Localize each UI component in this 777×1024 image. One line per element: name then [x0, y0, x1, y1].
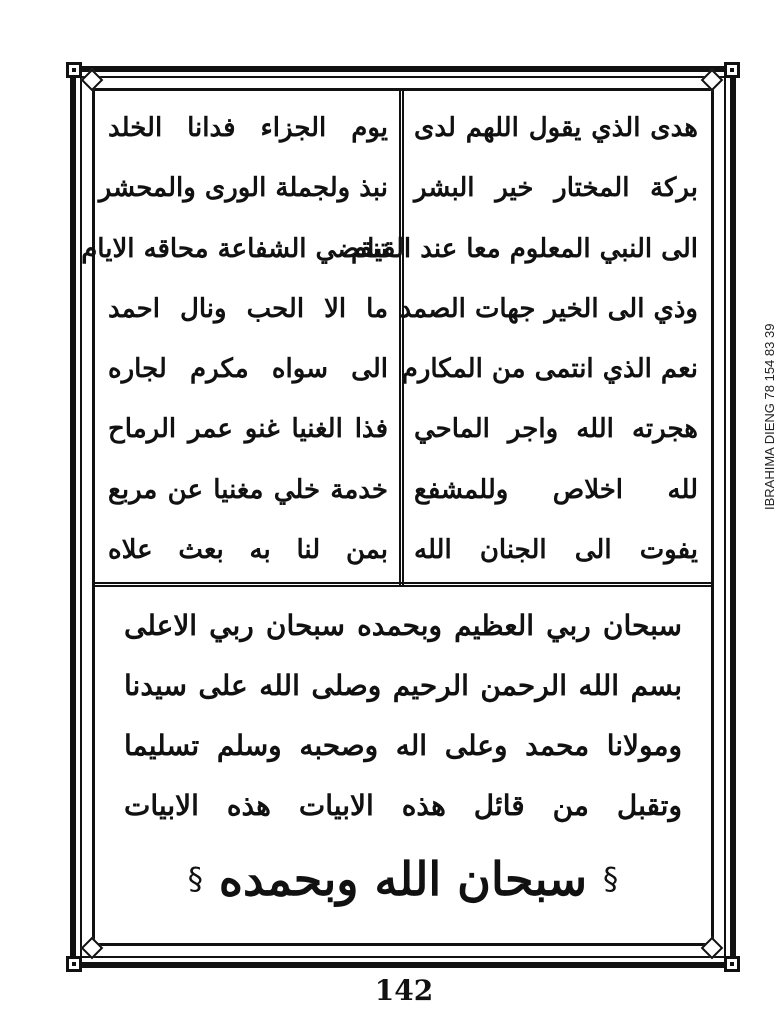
closing-phrase-row — [100, 844, 706, 914]
column-divider — [399, 91, 404, 586]
verse-column-right — [350, 100, 706, 578]
corner-ornament-top-right — [724, 62, 740, 78]
ornament-icon: § — [603, 861, 619, 897]
verse-line: ما الا الحب ونال احمد — [108, 293, 388, 324]
verse-line: فذا الغنيا غنو عمر الرماح — [108, 414, 388, 445]
verse-line: هدى الذي يقول اللهم لدى — [414, 113, 698, 143]
verse-line: خدمة خلي مغنيا عن مربع — [108, 474, 388, 505]
verse-line: الى سواه مكرم لجاره — [108, 354, 388, 385]
closing-prayer-section — [100, 596, 706, 936]
verse-line: وذي الى الخير جهات الصمد — [399, 293, 698, 324]
corner-ornament-top-left — [66, 62, 82, 78]
closing-phrase: سبحان الله وبحمده — [218, 852, 588, 906]
prose-line: وتقبل من قائل هذه الابيات هذه الابيات — [124, 789, 682, 822]
verse-line: بمن لنا به بعث علاه — [108, 534, 388, 565]
verse-line: هجرته الله واجر الماحي — [414, 414, 698, 445]
verse-line: تنقضي الشفاعة محاقه الايام — [81, 233, 388, 264]
side-note: IBRAHIMA DIENG 78 154 83 39 — [762, 323, 777, 510]
corner-ornament-bottom-left — [66, 956, 82, 972]
page-number: 142 — [374, 974, 434, 1007]
verse-line: الى النبي المعلوم معا عند القيام — [350, 233, 698, 264]
verse-line: يوم الجزاء فدانا الخلد — [108, 113, 388, 143]
prose-line: سبحان ربي العظيم وبحمده سبحان ربي الاعلى — [124, 609, 682, 642]
ornament-icon: § — [187, 861, 203, 897]
prose-line: ومولانا محمد وعلى اله وصحبه وسلم تسليما — [124, 729, 682, 762]
verse-line: بركة المختار خير البشر — [414, 173, 698, 204]
verse-line: نعم الذي انتمى من المكارم — [401, 354, 698, 385]
verse-column-left — [81, 100, 396, 578]
verse-line: يفوت الى الجنان الله — [414, 534, 698, 565]
verse-line: لله اخلاص وللمشفع — [414, 474, 698, 505]
section-divider — [95, 582, 711, 587]
corner-ornament-bottom-right — [724, 956, 740, 972]
verse-line: نبذ ولجملة الورى والمحشر — [98, 173, 388, 204]
prose-line: بسم الله الرحمن الرحيم وصلى الله على سيدنا — [124, 669, 682, 702]
